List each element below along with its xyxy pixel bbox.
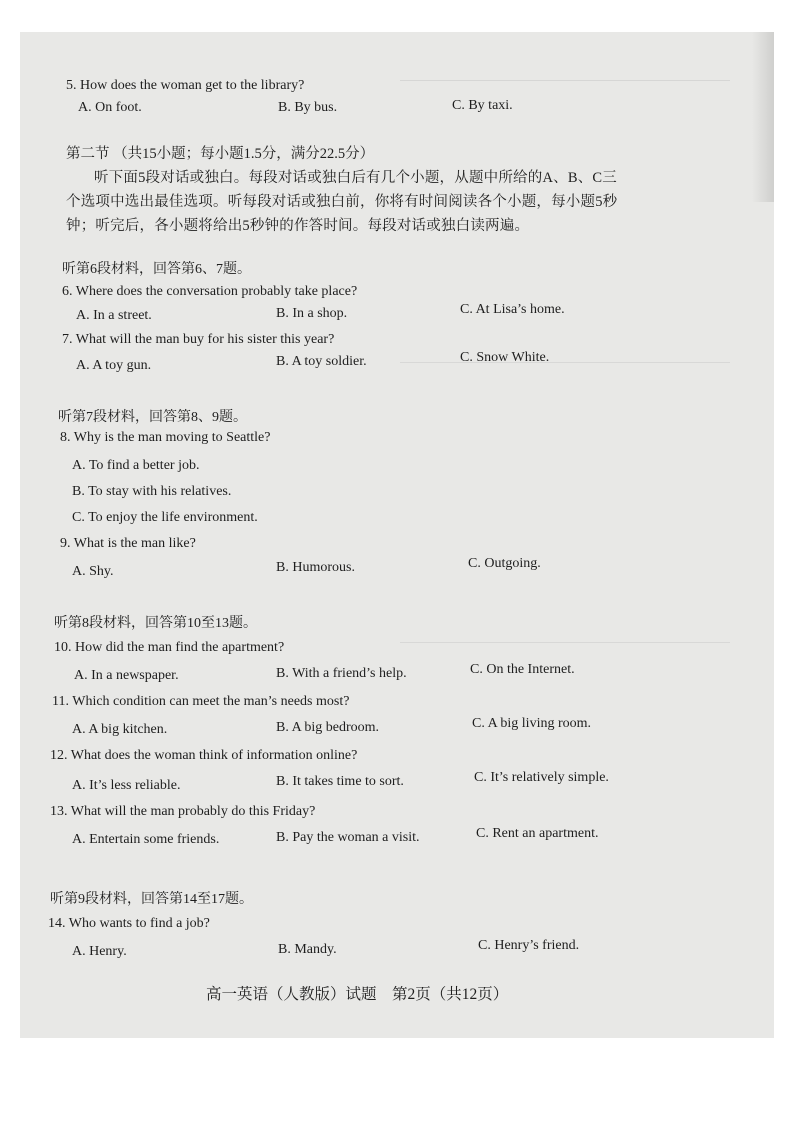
question-10-option-c: C. On the Internet. <box>470 662 575 677</box>
question-9: 9. What is the man like? <box>60 536 196 551</box>
question-8-option-b: B. To stay with his relatives. <box>72 484 232 499</box>
group-6-note: 听第6段材料，回答第6、7题。 <box>62 262 251 277</box>
question-7-option-a: A. A toy gun. <box>76 358 152 373</box>
question-14-option-c: C. Henry’s friend. <box>478 938 580 953</box>
question-13-option-c: C. Rent an apartment. <box>476 826 599 841</box>
question-7-option-b: B. A toy soldier. <box>276 354 367 369</box>
bleed-through-mark <box>400 362 730 373</box>
question-13: 13. What will the man probably do this Friday? <box>50 804 316 819</box>
question-6-option-c: C. At Lisa’s home. <box>460 302 565 317</box>
question-11-option-a: A. A big kitchen. <box>72 722 168 737</box>
page-footer: 高一英语（人教版）试题 第2页（共12页） <box>206 986 509 1003</box>
question-11-option-c: C. A big living room. <box>472 716 592 731</box>
question-6: 6. Where does the conversation probably take place? <box>62 284 358 299</box>
question-9-option-a: A. Shy. <box>72 564 114 579</box>
bleed-through-mark <box>400 642 730 653</box>
group-9-note: 听第9段材料，回答第14至17题。 <box>50 892 253 907</box>
question-6-option-b: B. In a shop. <box>276 306 348 321</box>
group-8-note: 听第8段材料，回答第10至13题。 <box>54 616 257 631</box>
question-14: 14. Who wants to find a job? <box>48 916 210 931</box>
question-13-option-b: B. Pay the woman a visit. <box>276 830 420 845</box>
section-2-instruction-line-2: 个选项中选出最佳选项。听每段对话或独白前，你将有时间阅读各个小题，每小题5秒 <box>66 194 618 210</box>
question-10-option-b: B. With a friend’s help. <box>276 666 407 681</box>
exam-page <box>20 32 774 1038</box>
section-2-heading: 第二节 （共15小题；每小题1.5分，满分22.5分） <box>66 146 375 162</box>
question-5: 5. How does the woman get to the library? <box>66 78 305 93</box>
question-14-option-a: A. Henry. <box>72 944 127 959</box>
question-7: 7. What will the man buy for his sister this year? <box>62 332 335 347</box>
question-13-option-a: A. Entertain some friends. <box>72 832 220 847</box>
bleed-through-mark <box>400 80 730 91</box>
question-5-option-c: C. By taxi. <box>452 98 513 113</box>
question-12-option-c: C. It’s relatively simple. <box>474 770 609 785</box>
question-7-option-c: C. Snow White. <box>460 350 550 365</box>
question-5-option-a: A. On foot. <box>78 100 142 115</box>
question-9-option-b: B. Humorous. <box>276 560 355 575</box>
question-12-option-a: A. It’s less reliable. <box>72 778 181 793</box>
question-8: 8. Why is the man moving to Seattle? <box>60 430 271 445</box>
question-12: 12. What does the woman think of information online? <box>50 748 358 763</box>
section-2-instruction-line-1: 听下面5段对话或独白。每段对话或独白后有几个小题，从题中所给的A、B、C三 <box>94 170 617 186</box>
question-11-option-b: B. A big bedroom. <box>276 720 380 735</box>
paper-sheet <box>20 32 774 1038</box>
question-5-option-b: B. By bus. <box>278 100 338 115</box>
question-14-option-b: B. Mandy. <box>278 942 337 957</box>
question-10-option-a: A. In a newspaper. <box>74 668 179 683</box>
question-9-option-c: C. Outgoing. <box>468 556 541 571</box>
section-2-instruction-line-3: 钟；听完后，各小题将给出5秒钟的作答时间。每段对话或独白读两遍。 <box>66 218 530 234</box>
question-6-option-a: A. In a street. <box>76 308 152 323</box>
question-8-option-a: A. To find a better job. <box>72 458 200 473</box>
question-10: 10. How did the man find the apartment? <box>54 640 285 655</box>
question-11: 11. Which condition can meet the man’s needs most? <box>52 694 350 709</box>
question-8-option-c: C. To enjoy the life environment. <box>72 510 258 525</box>
group-7-note: 听第7段材料，回答第8、9题。 <box>58 410 247 425</box>
question-12-option-b: B. It takes time to sort. <box>276 774 404 789</box>
